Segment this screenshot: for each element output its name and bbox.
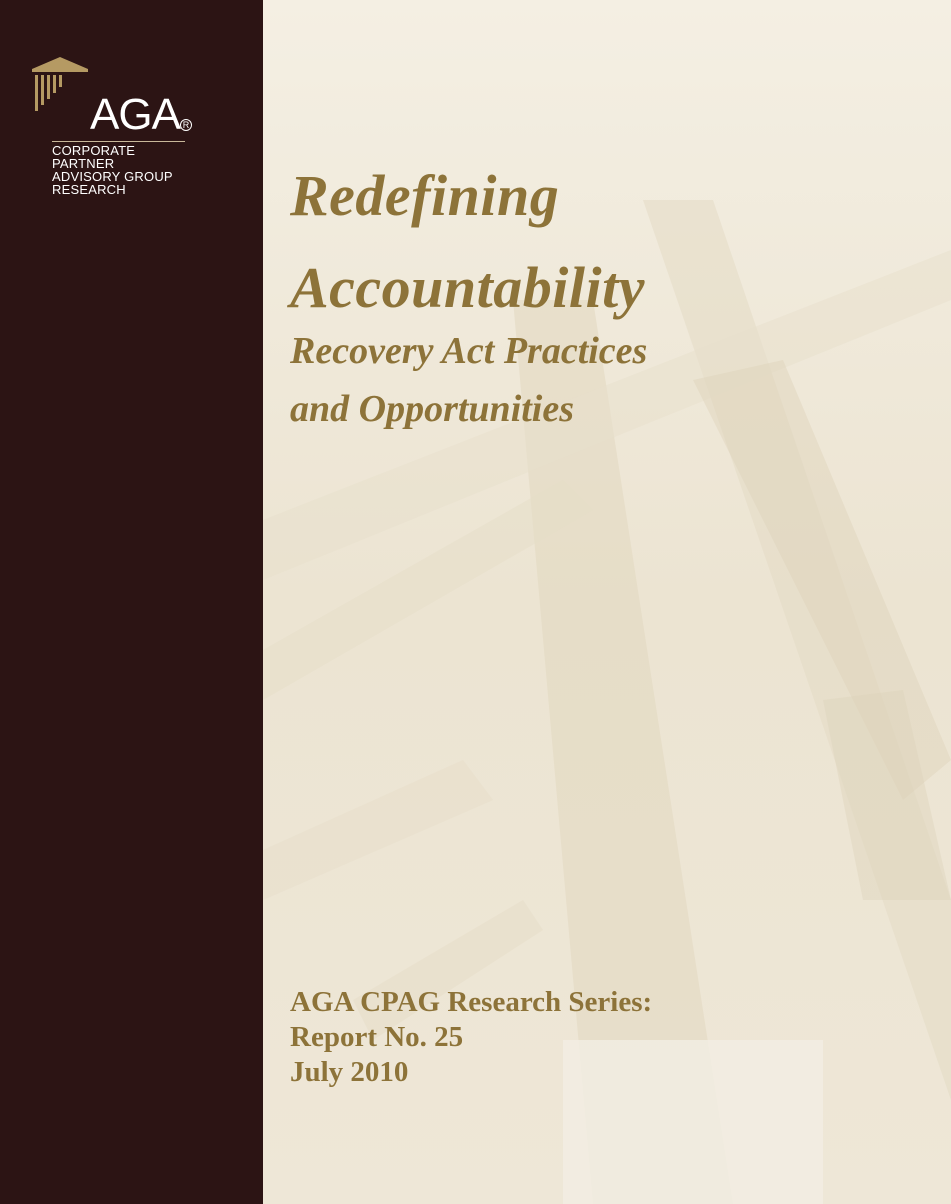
report-number: Report No. 25 [290, 1021, 464, 1053]
series-name: AGA CPAG Research Series: [290, 986, 653, 1018]
subtitle-line: and Opportunities [290, 388, 575, 430]
tagline-line: RESEARCH [52, 182, 126, 197]
title-line: Accountability [290, 255, 645, 320]
logo-divider [52, 141, 185, 142]
subtitle-line: Recovery Act Practices [290, 330, 648, 372]
logo-wordmark: AGA [90, 90, 180, 139]
aga-logo [30, 55, 230, 215]
title-line: Redefining [290, 163, 560, 228]
tagline-line: CORPORATE [52, 143, 136, 158]
report-title [290, 150, 645, 334]
report-date: July 2010 [290, 1056, 409, 1088]
report-subtitle [290, 322, 647, 438]
tagline-line: ADVISORY GROUP [52, 169, 173, 184]
registered-mark: R [180, 119, 192, 131]
logo-tagline [52, 144, 173, 196]
tagline-line: PARTNER [52, 156, 115, 171]
series-info [290, 985, 652, 1090]
cover-sidebar [0, 0, 263, 1204]
